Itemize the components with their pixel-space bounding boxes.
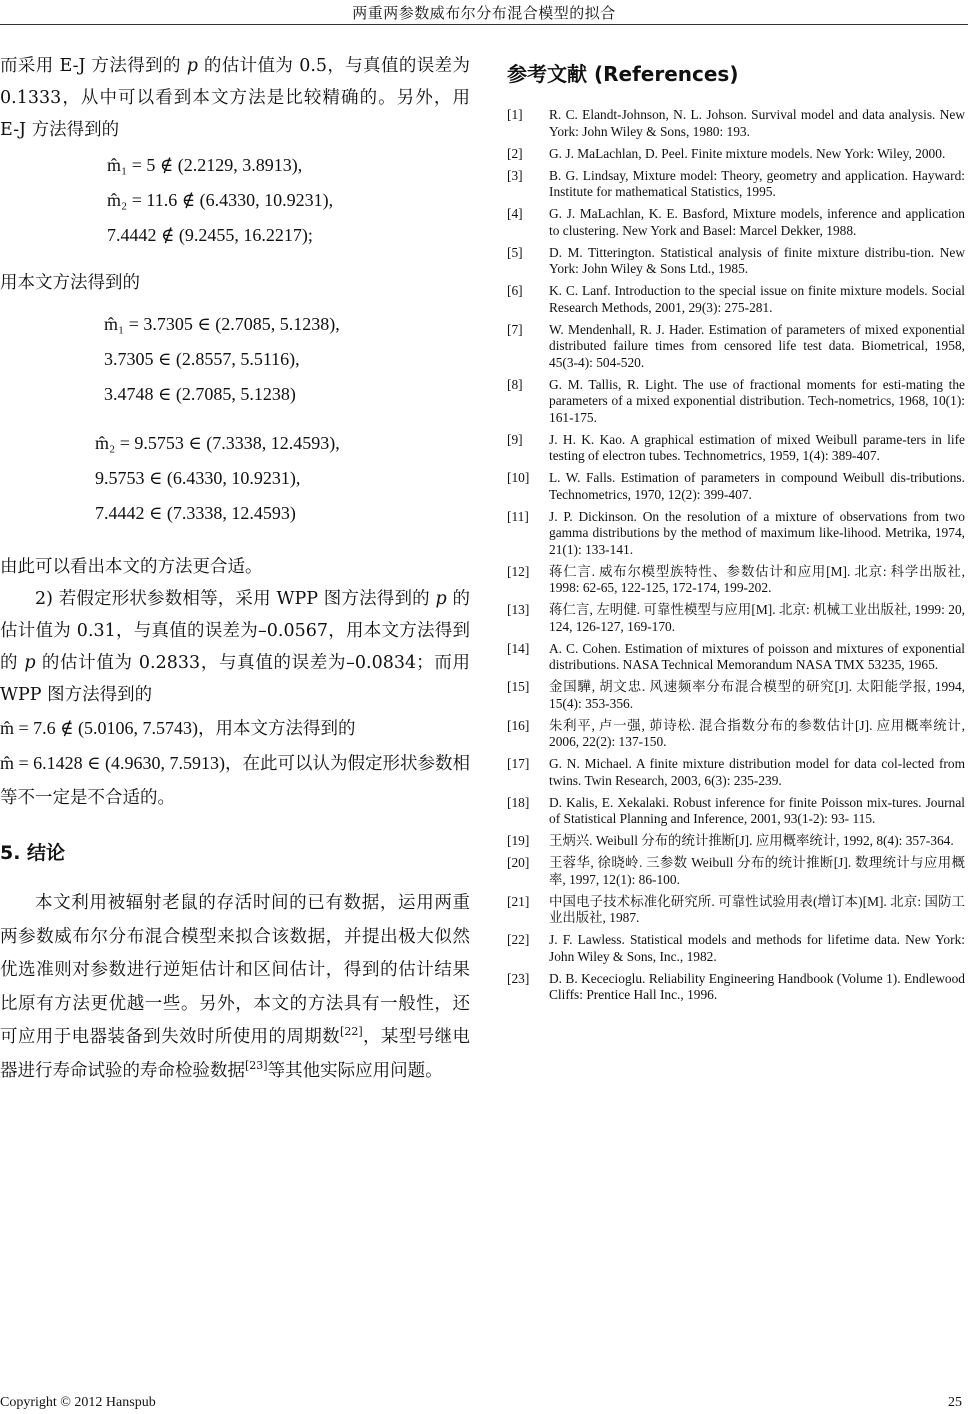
reference-item [507,855,965,888]
reference-item [507,971,965,1004]
equation-line: 3.7305 ∈ (2.8557, 5.5116), [104,349,300,369]
reference-item [507,641,965,674]
references-column [507,58,965,1009]
equation-line: m̂₁ = 3.7305 ∈ (2.7085, 5.1238), [104,314,340,334]
reference-text: W. Mendenhall, R. J. Hader. Estimation of parameters of mixed exponential distributed failure times from censored life test data. Biometrical, 1958, 45(3-4): 504-520. [549,321,965,370]
reference-text: K. C. Lanf. Introduction to the special issue on finite mixture models. Social Research Methods, 2001, 29(3): 275-281. [549,283,965,315]
paragraph-conclusion-better: 由此可以看出本文的方法更合适。 [0,557,263,577]
paragraph-our-method: 用本文方法得到的 [0,273,140,293]
reference-number: [22] [507,932,530,947]
inline-equation-wpp: m̂ = 7.6 ∉ (5.0106, 7.5743) [0,718,198,738]
reference-text: B. G. Lindsay, Mixture model: Theory, geometry and application. Hayward: Institute for mathematical Statistics, 1995. [549,167,965,199]
reference-number: [13] [507,602,530,617]
reference-number: [3] [507,167,523,183]
reference-text: D. B. Kececioglu. Reliability Engineering Handbook (Volume 1). Endlewood Cliffs: Prentice Hall Inc., 1996. [549,970,965,1002]
reference-item [507,756,965,789]
reference-number: [7] [507,321,523,337]
paragraph-wpp: 2) 若假定形状参数相等，采用 WPP 图方法得到的 p 的估计值为 0.31，与真值的误差为–0.0567，用本文方法得到的 p 的估计值为 0.2833，与真值的误差为–0.0834；而用 WPP 图方法得到的 [0,589,470,705]
reference-text: 金国驊, 胡文忠. 风速频率分布混合模型的研究[J]. 太阳能学报, 1994, 15(4): 353-356. [549,679,965,711]
reference-item [507,602,965,635]
reference-text: G. J. MaLachlan, K. E. Basford, Mixture models, inference and application to clustering. New York and Basel: Marcel Dekker, 1988. [549,206,965,238]
reference-item [507,206,965,239]
reference-text: L. W. Falls. Estimation of parameters in compound Weibull dis-tributions. Technometrics, 1970, 12(2): 399-407. [549,470,965,502]
reference-item [507,377,965,427]
reference-number: [1] [507,107,523,122]
equation-line: 7.4442 ∈ (7.3338, 12.4593) [95,503,296,523]
running-header: 两重两参数威布尔分布混合模型的拟合 [352,4,616,22]
reference-number: [19] [507,833,530,848]
equation-line: m̂₂ = 11.6 ∉ (6.4330, 10.9231), [107,190,334,210]
reference-number: [12] [507,563,530,579]
equation-line: 7.4442 ∉ (9.2455, 16.2217); [107,225,313,245]
reference-text: R. C. Elandt-Johnson, N. L. Johson. Survival model and data analysis. New York: John Wiley & Sons, 1980: 193. [549,107,965,139]
reference-number: [14] [507,640,530,656]
reference-list [507,107,965,1004]
reference-number: [15] [507,679,530,694]
reference-item [507,833,965,850]
reference-text: J. P. Dickinson. On the resolution of a mixture of observations from two gamma distributions by the method of maximum like-lihood. Metrika, 1974, 21(1): 133-141. [549,508,965,557]
reference-text: 朱利平, 卢一强, 茆诗松. 混合指数分布的参数估计[J]. 应用概率统计, 2006, 22(2): 137-150. [549,717,965,749]
references-title: 参考文献 (References) [507,62,739,86]
reference-number: [18] [507,794,530,810]
reference-item [507,168,965,201]
reference-item [507,564,965,597]
reference-number: [20] [507,855,530,870]
reference-text: 王蓉华, 徐晓岭. 三参数 Weibull 分布的统计推断[J]. 数理统计与应用概率, 1997, 12(1): 86-100. [549,855,965,887]
reference-item [507,146,965,163]
variable-p: p [186,56,198,76]
reference-number: [9] [507,431,523,447]
citation-23: [23] [245,1058,268,1072]
reference-number: [21] [507,893,530,909]
reference-text: J. H. K. Kao. A graphical estimation of mixed Weibull parame-ters in life testing of electron tubes. Technometrics, 1959, 1(4): 389-407. [549,431,965,463]
reference-item [507,718,965,751]
reference-text: 中国电子技术标准化研究所. 可靠性试验用表(增订本)[M]. 北京: 国防工业出版社, 1987. [549,893,965,925]
paragraph-conclusion: 本文利用被辐射老鼠的存活时间的已有数据，运用两重两参数威布尔分布混合模型来拟合该数据，并提出极大似然优选准则对参数进行逆矩估计和区间估计，得到的估计结果比原有方法更优越一些。另外，本文的方法具有一般性，还可应用于电器装备到失效时所使用的周期数[22]，某型号继电器进行寿命试验的寿命检验数据[23]等其他实际应用问题。 [0,893,471,1081]
reference-text: 蒋仁言, 左明健. 可靠性模型与应用[M]. 北京: 机械工业出版社, 1999: 20, 124, 126-127, 169-170. [549,602,965,634]
reference-number: [17] [507,756,530,771]
equation-block-ej [107,148,470,253]
citation-22: [22] [340,1025,363,1039]
equation-block-m1 [104,307,470,412]
reference-item [507,932,965,965]
paragraph-ej-estimate: 而采用 E-J 方法得到的 p 的估计值为 0.5，与真值的误差为 0.1333，从中可以看到本文方法是比较精确的。另外，用 E-J 方法得到的 [0,56,470,140]
reference-text: J. F. Lawless. Statistical models and methods for lifetime data. New York: John Wiley & Sons, Inc., 1982. [549,932,965,964]
equation-line: 3.4748 ∈ (2.7085, 5.1238) [104,384,296,404]
reference-text: D. M. Titterington. Statistical analysis of finite mixture distribu-tion. New York: John Wiley & Sons Ltd., 1985. [549,244,965,276]
inline-equation-ours: m̂ = 6.1428 ∈ (4.9630, 7.5913) [0,753,225,773]
reference-text: 蒋仁言. 威布尔模型族特性、参数估计和应用[M]. 北京: 科学出版社, 1998: 62-65, 122-125, 172-174, 199-202. [549,563,965,595]
reference-text: G. J. MaLachlan, D. Peel. Finite mixture models. New York: Wiley, 2000. [549,145,946,161]
reference-item [507,509,965,559]
paragraph-wpp-equations: m̂ = 7.6 ∉ (5.0106, 7.5743)，用本文方法得到的 m̂ = 6.1428 ∈ (4.9630, 7.5913)，在此可以认为假定形状参数相等不一定是不合适的。 [0,718,471,808]
reference-item [507,679,965,712]
reference-number: [10] [507,470,530,485]
reference-number: [23] [507,970,530,986]
equation-block-m2 [95,426,470,531]
reference-number: [4] [507,206,523,221]
reference-item [507,283,965,316]
reference-text: G. M. Tallis, R. Light. The use of fractional moments for esti-mating the parameters of a mixed exponential distribution. Tech-nometrics, 1968, 10(1): 161-175. [549,376,965,425]
reference-item [507,107,965,140]
header-rule [0,24,968,25]
reference-text: 王炳兴. Weibull 分布的统计推断[J]. 应用概率统计, 1992, 8(4): 357-364. [549,833,954,848]
reference-number: [5] [507,244,523,260]
reference-number: [16] [507,717,530,733]
reference-item [507,322,965,372]
reference-number: [11] [507,508,529,524]
reference-number: [8] [507,376,523,392]
equation-line: m̂₁ = 5 ∉ (2.2129, 3.8913), [107,155,303,175]
reference-item [507,432,965,465]
reference-item [507,894,965,927]
reference-number: [6] [507,283,523,298]
equation-line: 9.5753 ∈ (6.4330, 10.9231), [95,468,301,488]
left-column [0,50,470,1088]
reference-text: G. N. Michael. A finite mixture distribution model for data col-lected from twins. Twin Research, 2003, 6(3): 235-239. [549,756,965,788]
reference-item [507,470,965,503]
equation-line: m̂₂ = 9.5753 ∈ (7.3338, 12.4593), [95,433,340,453]
reference-number: [2] [507,145,523,161]
footer-copyright: Copyright © 2012 Hanspub [0,1395,156,1410]
section-heading-conclusion: 5. 结论 [0,842,66,864]
reference-item [507,795,965,828]
reference-text: A. C. Cohen. Estimation of mixtures of poisson and mixtures of exponential distributions. NASA Technical Memorandum NASA TMX 53235, 1965. [549,640,965,672]
reference-text: D. Kalis, E. Xekalaki. Robust inference for finite Poisson mix-tures. Journal of Statistical Planning and Inference, 2001, 93(1-2): 93- 115. [549,794,965,826]
reference-item [507,245,965,278]
footer-page-number: 25 [948,1395,962,1410]
